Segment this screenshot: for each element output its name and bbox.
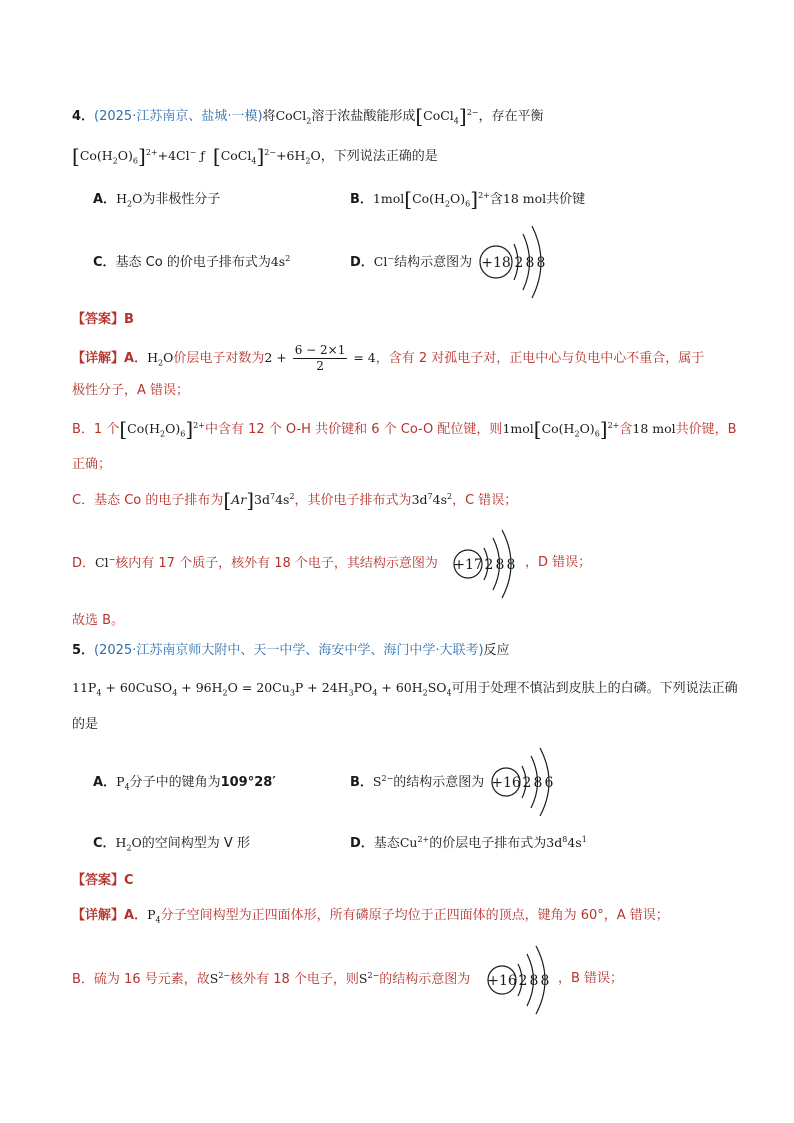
q4-detail-b: B．1 个$[Co(H_2O)_6]^{2+}$中含有 12 个 O-H 共价键和 6 个 Co-O 配位键，则$1mol[Co(H_2O)_6]^{2+}$含18 mol共价键，B	[72, 417, 737, 441]
reaction-equation: $11P_4$ + 60CuSO$_4$ + $96H_2O = 20Cu_3P + 24H_3PO_4 + 60H_2SO_4$	[72, 680, 452, 698]
formula-cocl4-complex: [CoCl$_4$]$^{2-}$	[415, 104, 479, 128]
q5-detail-b-end: ，B 错误；	[558, 971, 624, 986]
q4-option-c[interactable]: C．基态 Co 的价电子排布式为$4s^2$	[93, 253, 291, 270]
shell-electrons: 8	[506, 557, 516, 573]
q5-option-d[interactable]: D．基态$Cu^{2+}$的价层电子排布式为$3d^84s^1$	[350, 834, 587, 851]
q5-detail-a: 【详解】A．$P_4$分子空间构型为正四面体形，所有磷原子均位于正四面体的顶点，键角为 60°，A 错误；	[72, 907, 669, 925]
nucleus-charge: +16	[487, 973, 517, 989]
q5-stem-line1: 5．(2025·江苏南京师大附中、天一中学、海安中学、海门中学·大联考)反应	[72, 643, 510, 658]
q4-answer: 【答案】B	[72, 312, 134, 327]
q5-stem-line3: 的是	[72, 717, 99, 732]
question-number: 4．	[72, 109, 95, 124]
q5-detail-b: B．硫为 16 号元素，故$S^{2-}$核外有 18 个电子，则$S^{2-}$的结构示意图为	[72, 970, 471, 987]
q4-option-b[interactable]: B．$1mol[Co(H_2O)_6]^{2+}$含18 mol共价键	[350, 187, 586, 211]
q4-option-d[interactable]: D．Cl−结构示意图为	[350, 253, 473, 270]
nucleus-charge: +18	[481, 255, 511, 271]
question-source: (2025·江苏南京师大附中、天一中学、海安中学、海门中学·大联考)	[94, 643, 484, 658]
q4-stem-line2: $[Co(H_2O)_6]^{2+}+4Cl^-$ ƒ $[CoCl_4]^{2-}+6H_2O$，下列说法正确的是	[72, 144, 438, 168]
q4-stem-line1: 4．(2025·江苏南京、盐城·一模)将CoCl$_2$溶于浓盐酸能形成[CoCl$_4$]$^{2-}$，存在平衡	[72, 104, 544, 128]
shell-electrons: 2	[522, 775, 532, 791]
shell-electrons: 8	[495, 557, 505, 573]
formula-cocl2: CoCl$_2$	[275, 108, 312, 126]
shell-electrons: 2	[484, 557, 494, 573]
s-ion-structure-diagram	[490, 742, 580, 822]
nucleus-charge: +16	[491, 775, 521, 791]
shell-electrons: 8	[525, 255, 535, 271]
nucleus-charge: +17	[453, 557, 483, 573]
shell-electrons: 8	[529, 973, 539, 989]
q4-final: 故选 B。	[72, 613, 125, 628]
q4-detail-a-cont: 极性分子，A 错误；	[72, 383, 190, 398]
q5-option-b[interactable]: B．$S^{2-}$的结构示意图为	[350, 773, 485, 790]
q4-option-a[interactable]: A．$H_2O$为非极性分子	[93, 191, 221, 209]
q4-detail-b-cont: 正确；	[72, 457, 112, 472]
q4-detail-d: D．Cl−核内有 17 个质子，核外有 18 个电子，其结构示意图为	[72, 554, 438, 571]
question-source: (2025·江苏南京、盐城·一模)	[94, 109, 263, 124]
shell-electrons: 8	[536, 255, 546, 271]
equilibrium-equation: $[Co(H_2O)_6]^{2+}+4Cl^-$ ƒ $[CoCl_4]^{2-}+6H_2O$	[72, 144, 321, 168]
shell-electrons: 8	[533, 775, 543, 791]
shell-electrons: 2	[518, 973, 528, 989]
answer-value: C	[124, 873, 134, 888]
q4-detail-d-end: ，D 错误；	[525, 555, 592, 570]
shell-electrons: 2	[514, 255, 524, 271]
question-number: 5．	[72, 643, 95, 658]
shell-electrons: 8	[540, 973, 550, 989]
answer-value: B	[124, 312, 134, 327]
fraction: $\frac{6 - 2\times 1}{2}$	[294, 343, 346, 373]
q5-stem-line2: $11P_4$ + 60CuSO$_4$ + $96H_2O = 20Cu_3P + 24H_3PO_4 + 60H_2SO_4$可用于处理不慎沾到皮肤上的白磷。下列说法正确	[72, 680, 738, 698]
q4-detail-c: C．基态 Co 的电子排布为$[Ar]3d^74s^2$，其价电子排布式为$3d^74s^2$，C 错误；	[72, 488, 518, 512]
q5-answer: 【答案】C	[72, 873, 134, 888]
q5-option-c[interactable]: C．$H_2O$的空间构型为 V 形	[93, 835, 250, 853]
shell-electrons: 6	[544, 775, 554, 791]
cl-ion-structure-diagram	[478, 222, 568, 302]
q5-option-a[interactable]: A．$P_4$分子中的键角为109°28′	[93, 774, 276, 792]
q4-detail-a: 【详解】A．$H_2O$价层电子对数为2 + $\frac{6 - 2\times 1}{2}$ = 4，含有 2 对孤电子对，正电中心与负电中心不重合，属于	[72, 343, 705, 373]
